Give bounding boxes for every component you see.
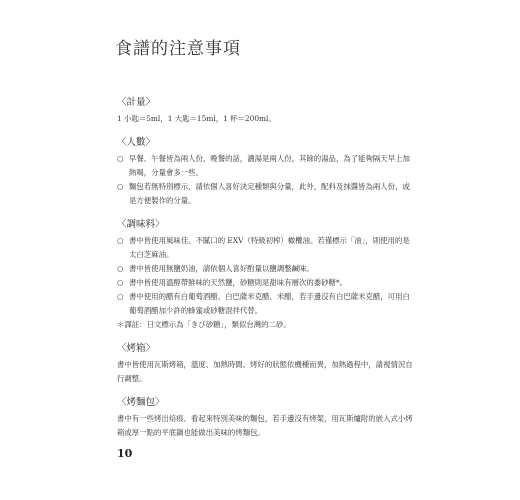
section-heading-measure: 〈計量〉: [117, 97, 156, 108]
list-item-text: 書中皆使用無鹽奶油，請依個人喜好酌量以鹽調整鹹味。: [129, 264, 314, 273]
section-servings: [117, 136, 417, 208]
circle-bullet-icon: ○: [117, 292, 124, 301]
section-heading-seasoning: 〈調味料〉: [117, 219, 165, 230]
section-heading-servings: 〈人數〉: [117, 137, 156, 148]
translator-note: ＊譯註：日文標示為「きび砂糖」，類似台灣的二砂。: [117, 320, 291, 329]
list-item-text: 早餐、午餐皆為兩人份，晚餐的話，濃湯是兩人份，其餘的湯品，為了能夠隔天早上加熱喝，分量會多一些。: [129, 154, 410, 177]
section-heading-toast: 〈烤麵包〉: [117, 397, 165, 408]
circle-bullet-icon: ○: [117, 278, 124, 287]
section-toast: [117, 396, 417, 440]
list-item-text: 書中皆使用溫醇帶鮮味的天然鹽，砂糖則是甜味有層次的黍砂糖*。: [129, 278, 348, 287]
section-measure: [117, 96, 417, 126]
list-item-text: 書中使用的醋有白葡萄酒醋、白巴薩米克醋、米醋，若手邊沒有白巴薩米克醋，可用白葡萄酒醋加少許的蜂蜜或砂糖混拌代替。: [129, 292, 410, 315]
list-item-text: 麵包若無特別標示，請依個人喜好決定種類與分量，此外，配料及抹醬皆為兩人份，或是方便製作的分量。: [129, 182, 410, 205]
list-item: [117, 152, 417, 180]
page-content: [117, 96, 417, 450]
section-seasoning: [117, 218, 417, 332]
oven-text: 書中皆使用瓦斯烤箱，溫度、加熱時間、烤好的狀態依機種而異，加熱過程中，請視情況自行調整。: [117, 360, 413, 383]
list-item: [117, 290, 417, 318]
list-item: [117, 276, 417, 290]
circle-bullet-icon: ○: [117, 264, 124, 273]
section-heading-oven: 〈烤箱〉: [117, 343, 156, 354]
circle-bullet-icon: ○: [117, 236, 124, 245]
list-item: [117, 180, 417, 208]
toast-text: 書中有一些烤出焙痕、看起來特別美味的麵包，若手邊沒有烤架，用瓦斯爐附的嵌入式小烤箱或厚一點的平底鍋也能做出美味的烤麵包。: [117, 414, 413, 437]
section-oven: [117, 342, 417, 386]
circle-bullet-icon: ○: [117, 154, 124, 163]
circle-bullet-icon: ○: [117, 182, 124, 191]
page-title: 食譜的注意事項: [115, 39, 241, 59]
list-item-text: 書中皆使用風味佳、不膩口的 EXV（特級初榨）橄欖油。若僅標示「油」，則使用的是太白芝麻油。: [129, 236, 410, 259]
servings-list: [117, 152, 417, 208]
page-number: 10: [117, 447, 133, 460]
seasoning-list: [117, 234, 417, 318]
measure-text: 1 小匙＝5ml，1 大匙＝15ml，1 杯＝200ml。: [117, 114, 276, 123]
list-item: [117, 262, 417, 276]
list-item: [117, 234, 417, 262]
